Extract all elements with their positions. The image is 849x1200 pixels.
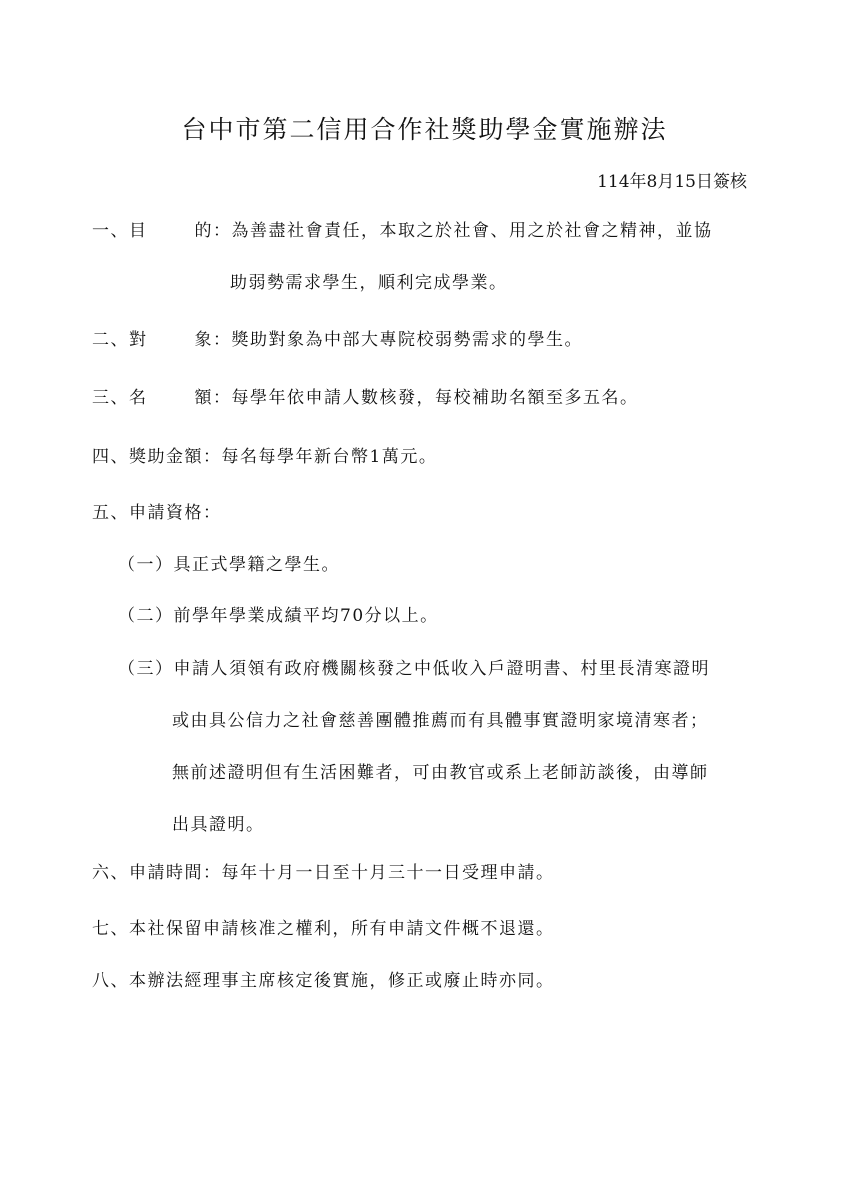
section-target — [92, 325, 583, 355]
section-label: 對 象 — [129, 330, 213, 350]
section-text: 每名每學年新台幣1萬元。 — [221, 447, 438, 467]
eligibility-item-3-line-2: 或由具公信力之社會慈善團體推薦而有具體事實證明家境清寒者； — [172, 711, 709, 731]
section-label: 獎助金額 — [129, 447, 203, 467]
section-text: 每年十月一日至十月三十一日受理申請。 — [221, 863, 555, 883]
item-number: （二） — [118, 606, 174, 626]
eligibility-item-2 — [118, 601, 439, 631]
section-enactment — [92, 966, 555, 996]
item-number: （三） — [118, 659, 174, 679]
section-label: 申請資格 — [129, 503, 203, 523]
section-text: 本社保留申請核准之權利，所有申請文件概不退還。 — [129, 919, 555, 939]
section-quota — [92, 383, 639, 413]
section-application-period — [92, 858, 555, 888]
section-amount — [92, 442, 437, 472]
item-text: 前學年學業成績平均70分以上。 — [173, 606, 439, 626]
eligibility-item-3 — [118, 654, 710, 684]
section-label: 申請時間 — [129, 863, 203, 883]
section-number: 三、 — [92, 388, 129, 408]
section-colon: ： — [203, 863, 222, 883]
section-number: 六、 — [92, 863, 129, 883]
section-purpose-continued: 助弱勢需求學生，順利完成學業。 — [230, 273, 508, 293]
eligibility-item-3-line-3: 無前述證明但有生活困難者，可由教官或系上老師訪談後，由導師 — [172, 763, 709, 783]
section-label: 名 額 — [129, 388, 213, 408]
section-text: 為善盡社會責任，本取之於社會、用之於社會之精神，並協 — [231, 221, 713, 241]
section-number: 二、 — [92, 330, 129, 350]
section-number: 五、 — [92, 503, 129, 523]
section-eligibility — [92, 498, 222, 528]
eligibility-item-1 — [118, 550, 340, 580]
section-number: 七、 — [92, 919, 129, 939]
section-rights — [92, 914, 555, 944]
eligibility-item-3-line-4: 出具證明。 — [172, 815, 265, 835]
section-number: 一、 — [92, 221, 129, 241]
section-text: 本辦法經理事主席核定後實施，修正或廢止時亦同。 — [129, 971, 555, 991]
item-text: 申請人須領有政府機關核發之中低收入戶證明書、村里長清寒證明 — [173, 659, 710, 679]
section-colon: ： — [203, 447, 222, 467]
section-label: 目 的 — [129, 221, 213, 241]
section-colon: ： — [213, 330, 232, 350]
section-text: 每學年依申請人數核發，每校補助名額至多五名。 — [231, 388, 639, 408]
section-text: 獎助對象為中部大專院校弱勢需求的學生。 — [231, 330, 583, 350]
item-number: （一） — [118, 555, 174, 575]
section-number: 八、 — [92, 971, 129, 991]
approval-date: 114年8月15日簽核 — [597, 172, 747, 192]
section-colon: ： — [213, 221, 232, 241]
document-title: 台中市第二信用合作社獎助學金實施辦法 — [181, 115, 668, 144]
item-text: 具正式學籍之學生。 — [173, 555, 340, 575]
section-purpose — [92, 216, 713, 246]
section-colon: ： — [213, 388, 232, 408]
section-colon: ： — [203, 503, 222, 523]
section-number: 四、 — [92, 447, 129, 467]
